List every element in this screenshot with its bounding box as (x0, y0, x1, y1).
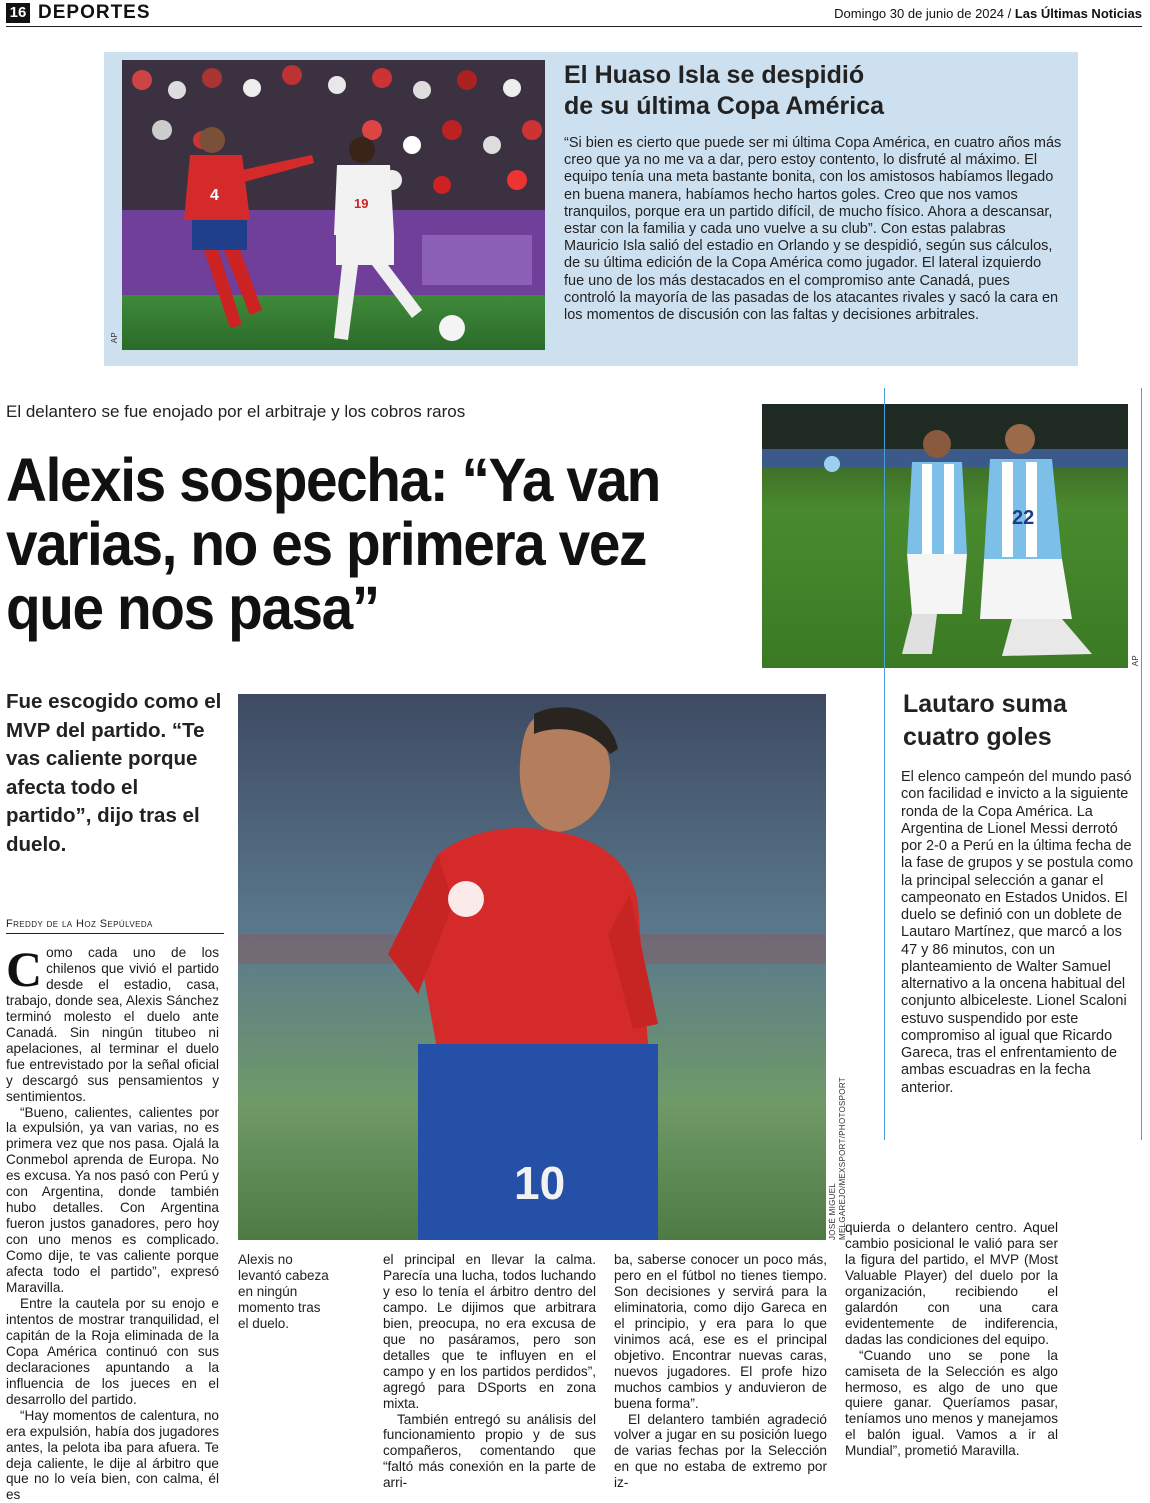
story-column-3 (614, 1252, 827, 1491)
col1-paragraph: “Bueno, calientes, calientes por la expulsión, ya van varias, no es primera vez que nos pasa. Ojalá la Conmebol aprenda de Europa. No es excusa. Ya nos pasó con Perú y con Argentina, donde también hubo detalles. Con Argentina fueron justos ganadores, pero hoy con uno menos es complicado. Como dije, te vas caliente porque afecta todo el partido”, expresó Maravilla. (6, 1104, 219, 1296)
col4-paragraph: quierda o delantero centro. Aquel cambio posicional le valió para ser la figura del partido, el MVP (Most Valuable Player) del duelo por la organización, recibiendo el galardón con una cara evidentemente de indiferencia, dadas las condiciones del equipo. (845, 1220, 1058, 1347)
headline-line1: Alexis sospecha: “Ya van (6, 446, 660, 514)
col3-paragraph: ba, saberse conocer un poco más, pero en el fútbol no tienes tiempo. Son decisiones y servirá para la eliminatoria, como dijo Gareca en el principio, y era para lo que vinimos acá, ese es el principal objetivo. Encontrar nuevas caras, nuevos jugadores. El profe hizo muchos cambios y anduvieron de buena forma”. (614, 1252, 827, 1411)
story-kicker: El delantero se fue enojado por el arbitraje y los cobros raros (6, 402, 466, 421)
publication-name: Las Últimas Noticias (1014, 6, 1142, 21)
sidebar-title-line2: cuatro goles (903, 723, 1052, 751)
col4-paragraph: “Cuando uno se pone la camiseta de la Selección es algo hermoso, es algo de uno que quiere ganar. Queríamos pasar, teníamos uno menos y manejamos el balón igual. Vamos a ir al Mundial”, prometió Maravilla. (845, 1347, 1058, 1459)
byline-name: Freddy de la Hoz Sepúlveda (6, 918, 153, 930)
page-header (6, 3, 1142, 27)
alexis-photo-credit: JOSÉ MIGUEL MELGAREJO/MEXSPORT/PHOTOSPORT (828, 1077, 847, 1240)
sidebar-title-line1: Lautaro suma (903, 690, 1067, 718)
sidebar-body: El elenco campeón del mundo pasó con facilidad e invicto a la siguiente ronda de la Copa América. La Argentina de Lionel Messi derrotó por 2-0 a Perú en la última fecha de la fase de grupos y se postula como la principal selección a ganar el campeonato en Estados Unidos. El duelo se definió con un doblete de Lautaro Martínez, que marcó a los 47 y 86 minutos, con un planteamiento de Walter Samuel alternativo a la oncena habitual del conjunto albiceleste. Lionel Scaloni estuvo suspendido por este compromiso al igual que Ricardo Gareca, tras el enfrentamiento de ambas escuadras en la fecha anterior. (901, 769, 1134, 1096)
isla-photo-credit: AP (110, 332, 119, 344)
argentina-jersey-number: 22 (1012, 507, 1035, 529)
isla-title-line1: El Huaso Isla se despidió (564, 61, 865, 89)
col1-paragraph: omo cada uno de los chilenos que vivió el partido desde el estadio, casa, trabajo, donde sea, Alexis Sánchez terminó molesto el duelo ante Canadá. Sin ningún titubeo ni apelaciones, al terminar el duelo fue entrevistado por la señal oficial y descargó sus pensamientos y sentimientos. (6, 945, 219, 1104)
col3-paragraph: El delantero también agradeció volver a jugar en su posición luego de varias fechas por la Selección en que no estaba de extremo por iz- (614, 1411, 827, 1491)
isla-jersey-number: 4 (210, 187, 219, 204)
story-column-2 (383, 1252, 596, 1491)
col2-paragraph: También entregó su análisis del funcionamiento propio y de sus compañeros, comentando que “faltó más conexión en la parte de arri- (383, 1411, 596, 1491)
isla-story-body: “Si bien es cierto que puede ser mi última Copa América, en cuatro años más creo que ya no me va a dar, pero estoy contento, lo disfruté al máximo. El equipo tenía una meta bastante bonita, con los amistosos habíamos llegado en buena manera, habíamos hecho hartos goles. Creo que nos vamos tranquilos, porque era un partido difícil, de mucho físico. Ahora a descansar, estar con la familia y cada uno vuelve a su club”. Con estas palabras Mauricio Isla salió del estadio en Orlando y se despidió, según sus cálculos, de su última edición de la Copa América como jugador. El lateral izquierdo fue uno de los más destacados en el compromiso ante Canadá, pues controló la mayoría de las pasadas de los atacantes rivales y sacó la cara en los momentos de discusión con las faltas y decisiones arbitrales. (564, 135, 1062, 324)
story-column-4 (845, 1220, 1058, 1459)
story-column-1 (6, 941, 219, 1503)
col1-paragraph: “Hay momentos de calentura, no era expulsión, había dos jugadores antes, la pelota iba para afuera. Te deja caliente, le dije al árbitro que que no lo veía bien, con calma, él es (6, 1407, 219, 1503)
alexis-jersey-number: 10 (514, 1157, 566, 1209)
lautaro-sidebar (884, 388, 1142, 1140)
alexis-photo-caption: Alexis no levantó cabeza en ningún momento tras el duelo. (238, 1252, 329, 1331)
issue-date: Domingo 30 de junio de 2024 / (834, 6, 1012, 21)
isla-story-title (564, 60, 1064, 122)
isla-match-photo (122, 60, 545, 350)
story-headline (6, 448, 694, 640)
sidebar-title (903, 688, 1133, 754)
section-title: DEPORTES (38, 2, 151, 23)
canada-jersey-number: 19 (354, 196, 369, 211)
headline-line2: varias, no es primera vez (6, 510, 646, 578)
drop-cap: C (6, 941, 43, 997)
headline-line3: que nos pasa” (6, 574, 379, 642)
page-number: 16 (6, 3, 30, 23)
alexis-photo (238, 694, 826, 1240)
story-deck: Fue escogido como el MVP del partido. “Te vas caliente porque afecta todo el partido”, dijo tras el duelo. (6, 690, 222, 856)
dateline (834, 6, 1142, 22)
isla-title-line2: de su última Copa América (564, 92, 884, 120)
col1-paragraph: Entre la cautela por su enojo e intentos de mostrar tranquilidad, el capitán de la Roja eliminada de la Copa América continuó con sus declaraciones apuntando a la influencia de los jueces en el desarrollo del partido. (6, 1295, 219, 1407)
isla-story-box (104, 52, 1078, 366)
argentina-photo-credit: AP (1131, 655, 1140, 667)
col2-paragraph: el principal en llevar la calma. Parecía una lucha, todos luchando y eso lo tenía el árbitro dentro del campo. Le dijimos que arbitrara bien, preocupa, no era excusa de que no pasáramos, pero son detalles que te influyen en el campo y en los partidos perdidos”, agregó para DSports en zona mixta. (383, 1252, 596, 1411)
byline (6, 917, 224, 934)
